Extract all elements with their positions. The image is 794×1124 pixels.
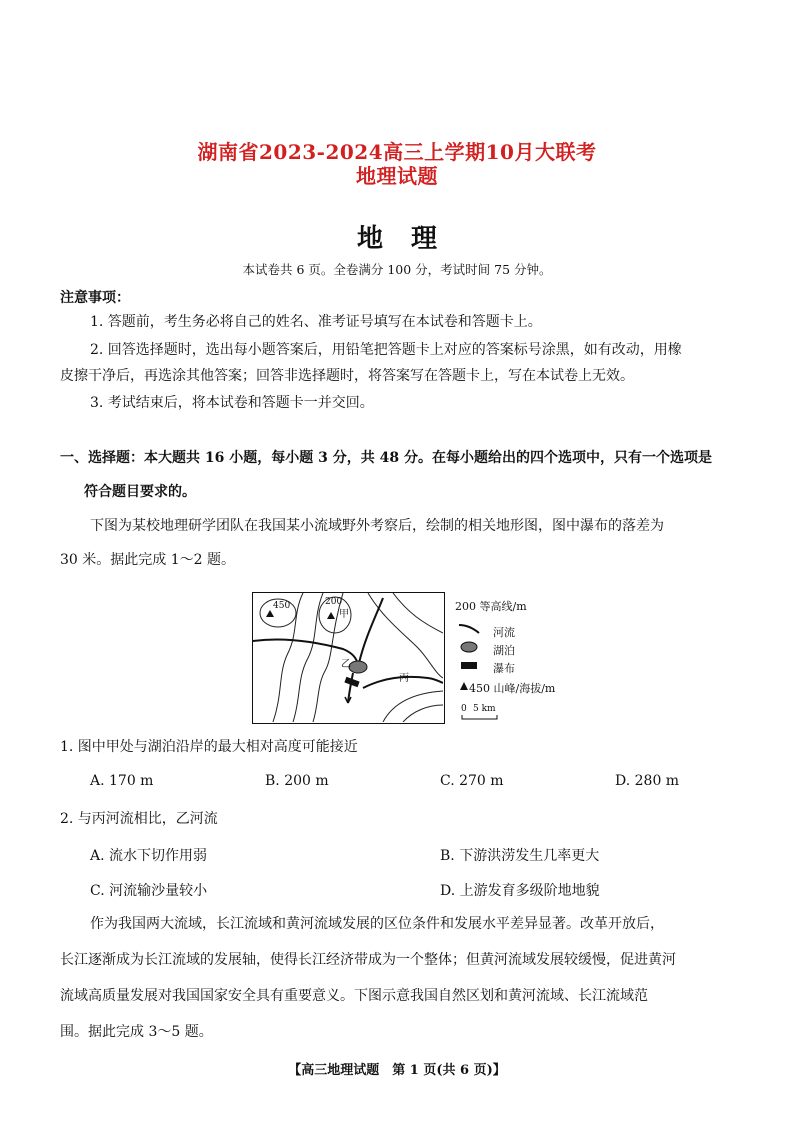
passage-line: 流域高质量发展对我国国家安全具有重要意义。下图示意我国自然区划和黄河流域、长江流域范 [60,988,648,1004]
passage-line: 长江逐渐成为长江流域的发展轴，使得长江经济带成为一个整体；但黄河流域发展较缓慢，促进黄河 [60,952,676,968]
document-subtitle: 地理试题 [356,164,438,188]
q1-option-d[interactable]: D. 280 m [615,773,680,789]
river-yi-label: 乙 [341,659,351,670]
question-1-stem: 1. 图中甲处与湖泊沿岸的最大相对高度可能接近 [60,739,358,755]
page-footer: 【高三地理试题 第 1 页(共 6 页)】 [288,1063,506,1078]
map-legend [455,598,565,723]
waterfall-symbol-icon [459,660,483,672]
topographic-map [252,592,445,724]
legend-contour: 200 等高线/m [455,600,527,613]
notice-heading: 注意事项： [60,290,130,306]
section-heading-cont: 符合题目要求的。 [84,484,196,500]
notice-item: 2. 回答选择题时，选出每小题答案后，用铅笔把答题卡上对应的答案标号涂黑，如有改动，用橡 [90,342,682,358]
passage-line: 30 米。据此完成 1～2 题。 [60,552,235,568]
section-heading: 一、选择题：本大题共 16 小题，每小题 3 分，共 48 分。在每小题给出的四个选项中，只有一个选项是 [60,450,712,466]
subject-heading: 地理 [356,224,465,254]
lake-symbol-icon [459,640,483,654]
q1-option-c[interactable]: C. 270 m [440,773,504,789]
q2-option-a[interactable]: A. 流水下切作用弱 [90,848,208,864]
q2-option-b[interactable]: B. 下游洪涝发生几率更大 [440,848,600,864]
legend-river: 河流 [493,626,515,639]
q2-option-d[interactable]: D. 上游发育多级阶地地貌 [440,883,600,899]
river-bing-label: 丙 [399,673,409,684]
legend-peak: 450 山峰/海拔/m [469,682,556,695]
peak-label: 450 [273,601,291,611]
legend-lake: 湖泊 [493,644,515,657]
q1-option-b[interactable]: B. 200 m [265,773,329,789]
legend-waterfall: 瀑布 [493,662,515,675]
scale-value-label: 5 km [473,704,496,714]
passage-line: 围。据此完成 3～5 题。 [60,1024,213,1040]
scale-bar [461,715,501,721]
notice-item: 1. 答题前，考生务必将自己的姓名、准考证号填写在本试卷和答题卡上。 [90,314,542,330]
river-symbol-icon [457,622,487,636]
contour-label: 200 [325,597,343,607]
notice-item: 3. 考试结束后，将本试卷和答题卡一并交回。 [90,395,374,411]
q1-option-a[interactable]: A. 170 m [90,773,154,789]
passage-line: 下图为某校地理研学团队在我国某小流域野外考察后，绘制的相关地形图，图中瀑布的落差为 [90,518,664,534]
q2-option-c[interactable]: C. 河流输沙量较小 [90,883,208,899]
scale-zero-label: 0 [461,704,467,714]
passage-line: 作为我国两大流域，长江流域和黄河流域发展的区位条件和发展水平差异显著。改革开放后， [90,916,664,932]
question-2-stem: 2. 与丙河流相比，乙河流 [60,811,218,827]
document-title: 湖南省2023-2024高三上学期10月大联考 [197,140,597,164]
notice-item: 皮擦干净后，再选涂其他答案；回答非选择题时，将答案写在答题卡上，写在本试卷上无效。 [60,368,634,384]
exam-meta: 本试卷共 6 页。全卷满分 100 分，考试时间 75 分钟。 [242,262,552,277]
point-jia-label: 甲 [339,609,349,620]
